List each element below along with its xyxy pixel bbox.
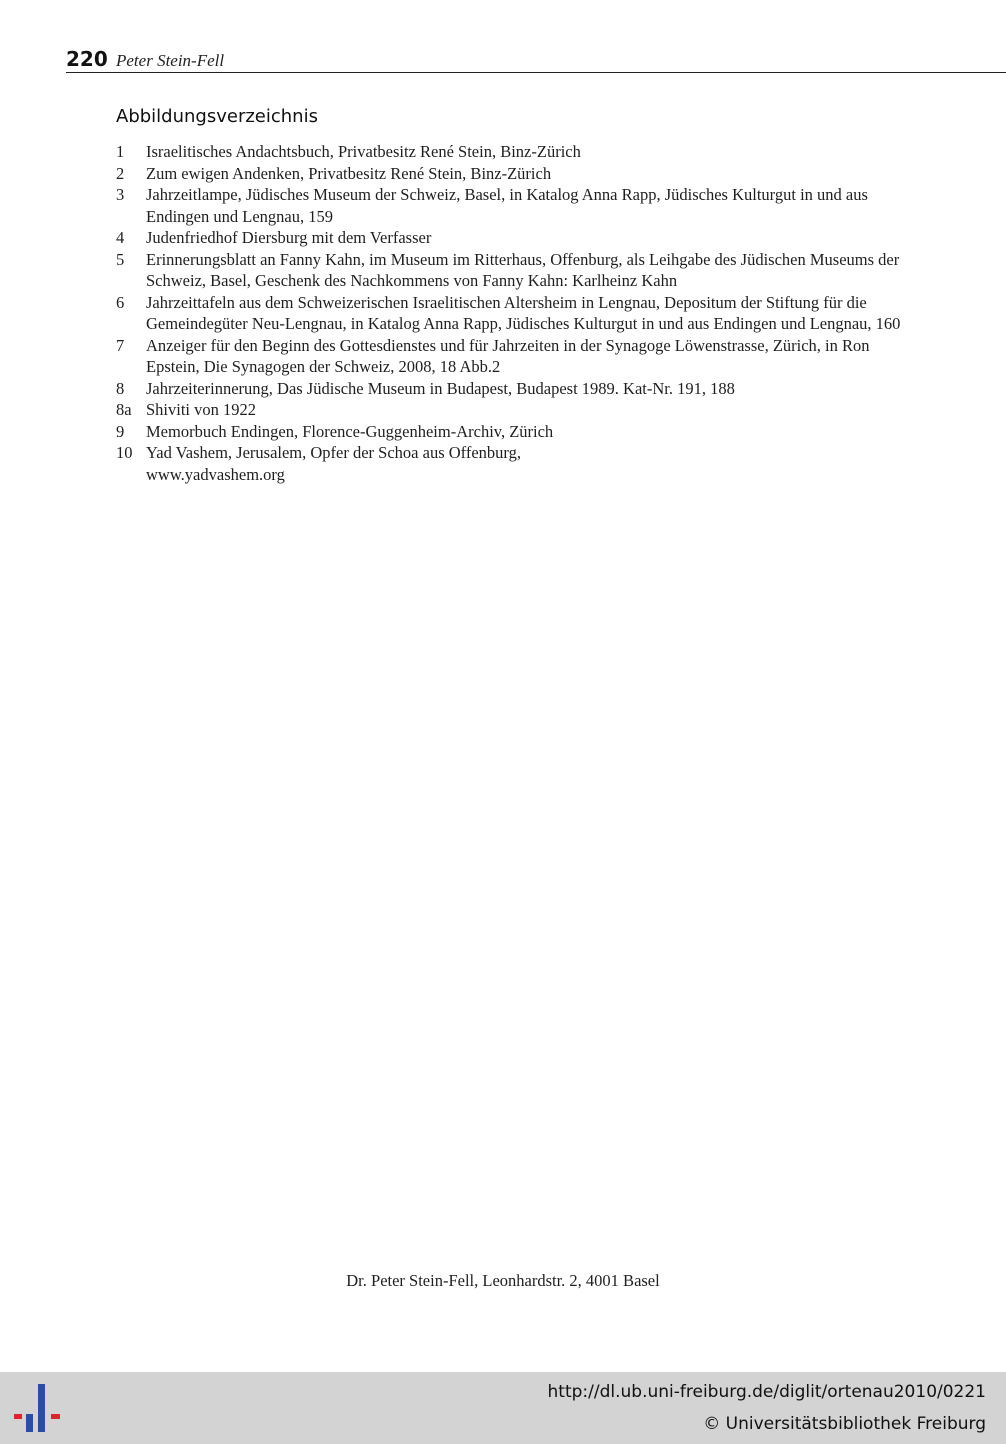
figure-caption: Zum ewigen Andenken, Privatbesitz René Stein, Binz-Zürich <box>146 163 552 183</box>
author-address: Dr. Peter Stein-Fell, Leonhardstr. 2, 4001 Basel <box>346 1271 660 1290</box>
figure-caption: Shiviti von 1922 <box>146 400 257 419</box>
figure-caption: Jahrzeiterinnerung, Das Jüdische Museum in Budapest, Budapest 1989. Kat-Nr. 191, 188 <box>146 378 735 398</box>
figure-caption: Memorbuch Endingen, Florence-Guggenheim-Archiv, Zürich <box>146 421 554 441</box>
page-number: 220 <box>66 47 108 71</box>
figure-caption: Jahrzeittafeln aus dem Schweizerischen Israelitischen Altersheim in Lengnau, Depositum der Stiftung für die Gemeindegüter Neu-Lengnau, in Katalog Anna Rapp, Jüdisches Kulturgut in und aus Endingen und Lengnau, 160 <box>146 292 901 333</box>
figure-caption: Erinnerungsblatt an Fanny Kahn, im Museum im Ritterhaus, Offenburg, als Leihgabe des Jüdischen Museums der Schweiz, Basel, Geschenk des Nachkommens von Fanny Kahn: Karlheinz Kahn <box>146 249 900 290</box>
figure-number: 8 <box>116 378 125 398</box>
figure-number: 10 <box>116 443 133 462</box>
figure-list <box>116 141 916 485</box>
figure-number: 2 <box>116 163 125 183</box>
footer-copyright: © Universitätsbibliothek Freiburg <box>703 1414 986 1434</box>
running-head <box>66 46 1006 73</box>
ub-freiburg-logo-icon[interactable] <box>12 1384 64 1434</box>
figure-number: 9 <box>116 421 125 441</box>
figure-number: 1 <box>116 142 125 161</box>
logo-blue-center-bar <box>38 1384 45 1432</box>
figure-list-item <box>116 141 916 163</box>
section-title: Abbildungsverzeichnis <box>116 106 318 127</box>
figure-number: 4 <box>116 228 125 247</box>
running-head-author: Peter Stein-Fell <box>116 51 225 70</box>
figure-list-item <box>116 292 916 335</box>
figure-list-item <box>116 399 916 421</box>
figure-list-item <box>116 378 916 400</box>
figure-list-item <box>116 335 916 378</box>
figure-caption: Yad Vashem, Jerusalem, Opfer der Schoa aus Offenburg, www.yadvashem.org <box>146 443 521 484</box>
footer-bar <box>0 1372 1006 1444</box>
figure-number: 5 <box>116 249 125 269</box>
figure-list-item <box>116 249 916 292</box>
figure-list-item <box>116 184 916 227</box>
figure-caption: Judenfriedhof Diersburg mit dem Verfasser <box>146 228 432 247</box>
figure-list-item <box>116 421 916 443</box>
figure-list-item <box>116 227 916 249</box>
figure-number: 3 <box>116 185 125 204</box>
logo-blue-left-bar <box>26 1414 33 1432</box>
figure-caption: Anzeiger für den Beginn des Gottesdienstes und für Jahrzeiten in der Synagoge Löwenstrasse, Zürich, in Ron Epstein, Die Synagogen der Schweiz, 2008, 18 Abb.2 <box>146 335 870 376</box>
figure-list-item <box>116 163 916 185</box>
figure-caption: Israelitisches Andachtsbuch, Privatbesitz René Stein, Binz-Zürich <box>146 142 581 161</box>
logo-red-right-bar <box>51 1414 60 1419</box>
figure-number: 8a <box>116 400 132 419</box>
figure-number: 7 <box>116 335 125 355</box>
figure-number: 6 <box>116 292 125 312</box>
footer-url-link[interactable]: http://dl.ub.uni-freiburg.de/diglit/ortenau2010/0221 <box>547 1382 986 1402</box>
figure-caption: Jahrzeitlampe, Jüdisches Museum der Schweiz, Basel, in Katalog Anna Rapp, Jüdisches Kulturgut in und aus Endingen und Lengnau, 159 <box>146 185 868 226</box>
figure-list-item <box>116 442 626 485</box>
logo-red-left-bar <box>14 1414 22 1419</box>
